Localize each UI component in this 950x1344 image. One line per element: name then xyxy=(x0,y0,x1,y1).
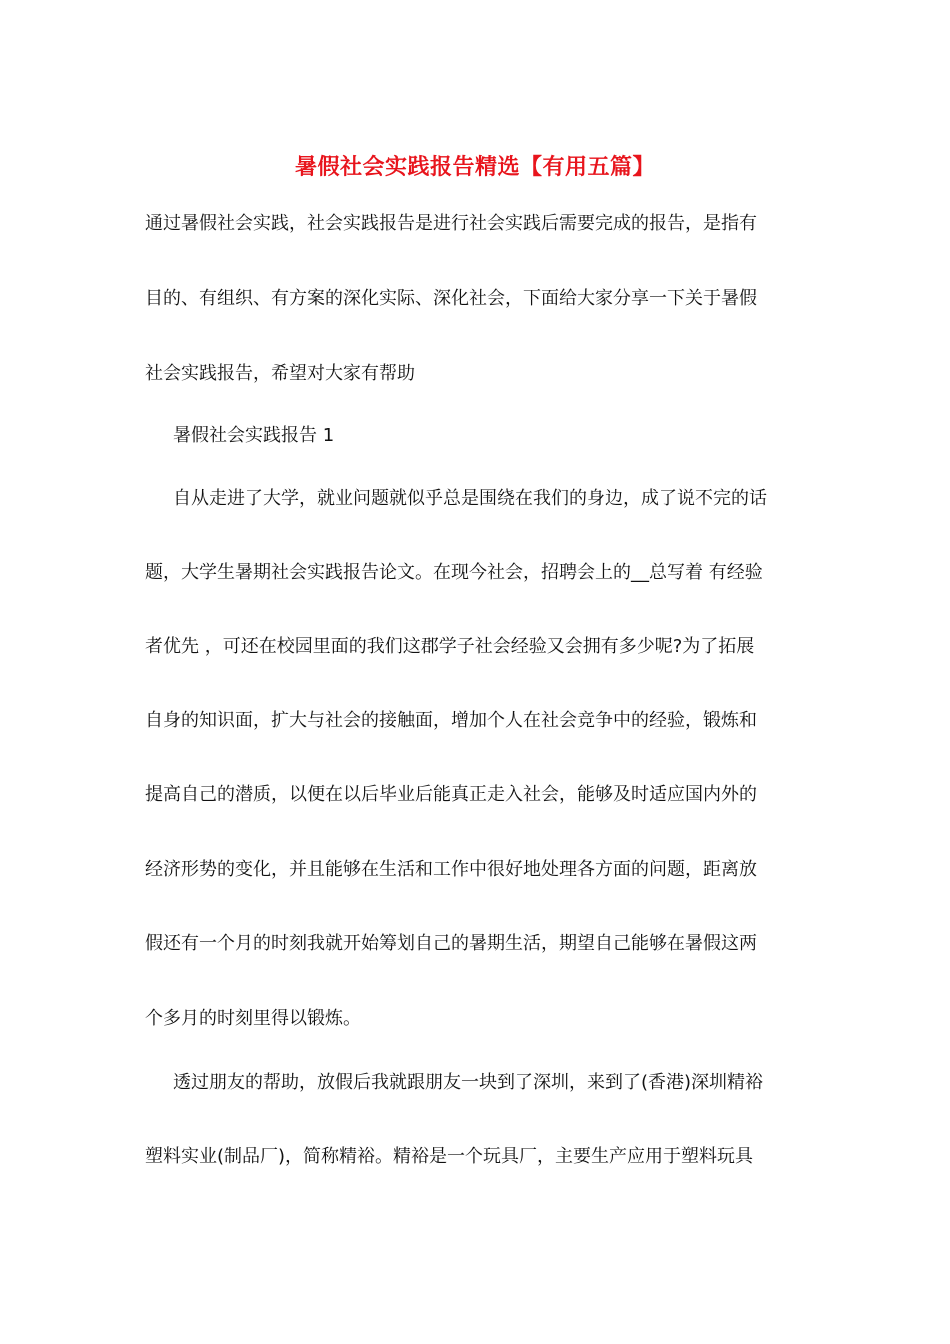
paragraph-1-line-6: 经济形势的变化，并且能够在生活和工作中很好地处理各方面的问题，距离放 xyxy=(145,859,757,880)
paragraph-1-line-7: 假还有一个月的时刻我就开始筹划自己的暑期生活，期望自己能够在暑假这两 xyxy=(145,933,757,954)
paragraph-1-line-8: 个多月的时刻里得以锻炼。 xyxy=(145,1008,361,1029)
paragraph-1-line-2: 题，大学生暑期社会实践报告论文。在现今社会，招聘会上的__总写着 有经验 xyxy=(145,562,763,583)
document-title: 暑假社会实践报告精选【有用五篇】 xyxy=(294,155,655,180)
paragraph-1-line-5: 提高自己的潜质，以便在以后毕业后能真正走入社会，能够及时适应国内外的 xyxy=(145,784,757,805)
section-heading: 暑假社会实践报告 1 xyxy=(173,425,335,446)
paragraph-2-line-1: 透过朋友的帮助，放假后我就跟朋友一块到了深圳，来到了(香港)深圳精裕 xyxy=(173,1072,764,1093)
paragraph-1-line-4: 自身的知识面，扩大与社会的接触面，增加个人在社会竞争中的经验，锻炼和 xyxy=(145,710,757,731)
paragraph-1-line-3: 者优先 ，可还在校园里面的我们这郡学子社会经验又会拥有多少呢?为了拓展 xyxy=(145,636,755,657)
paragraph-2-line-2: 塑料实业(制品厂)，简称精裕。精裕是一个玩具厂，主要生产应用于塑料玩具 xyxy=(145,1146,754,1167)
paragraph-1-line-1: 自从走进了大学，就业问题就似乎总是围绕在我们的身边，成了说不完的话 xyxy=(173,488,767,509)
intro-line-2: 目的、有组织、有方案的深化实际、深化社会，下面给大家分享一下关于暑假 xyxy=(145,288,757,309)
intro-line-3: 社会实践报告，希望对大家有帮助 xyxy=(145,363,415,384)
intro-line-1: 通过暑假社会实践，社会实践报告是进行社会实践后需要完成的报告，是指有 xyxy=(145,213,757,234)
